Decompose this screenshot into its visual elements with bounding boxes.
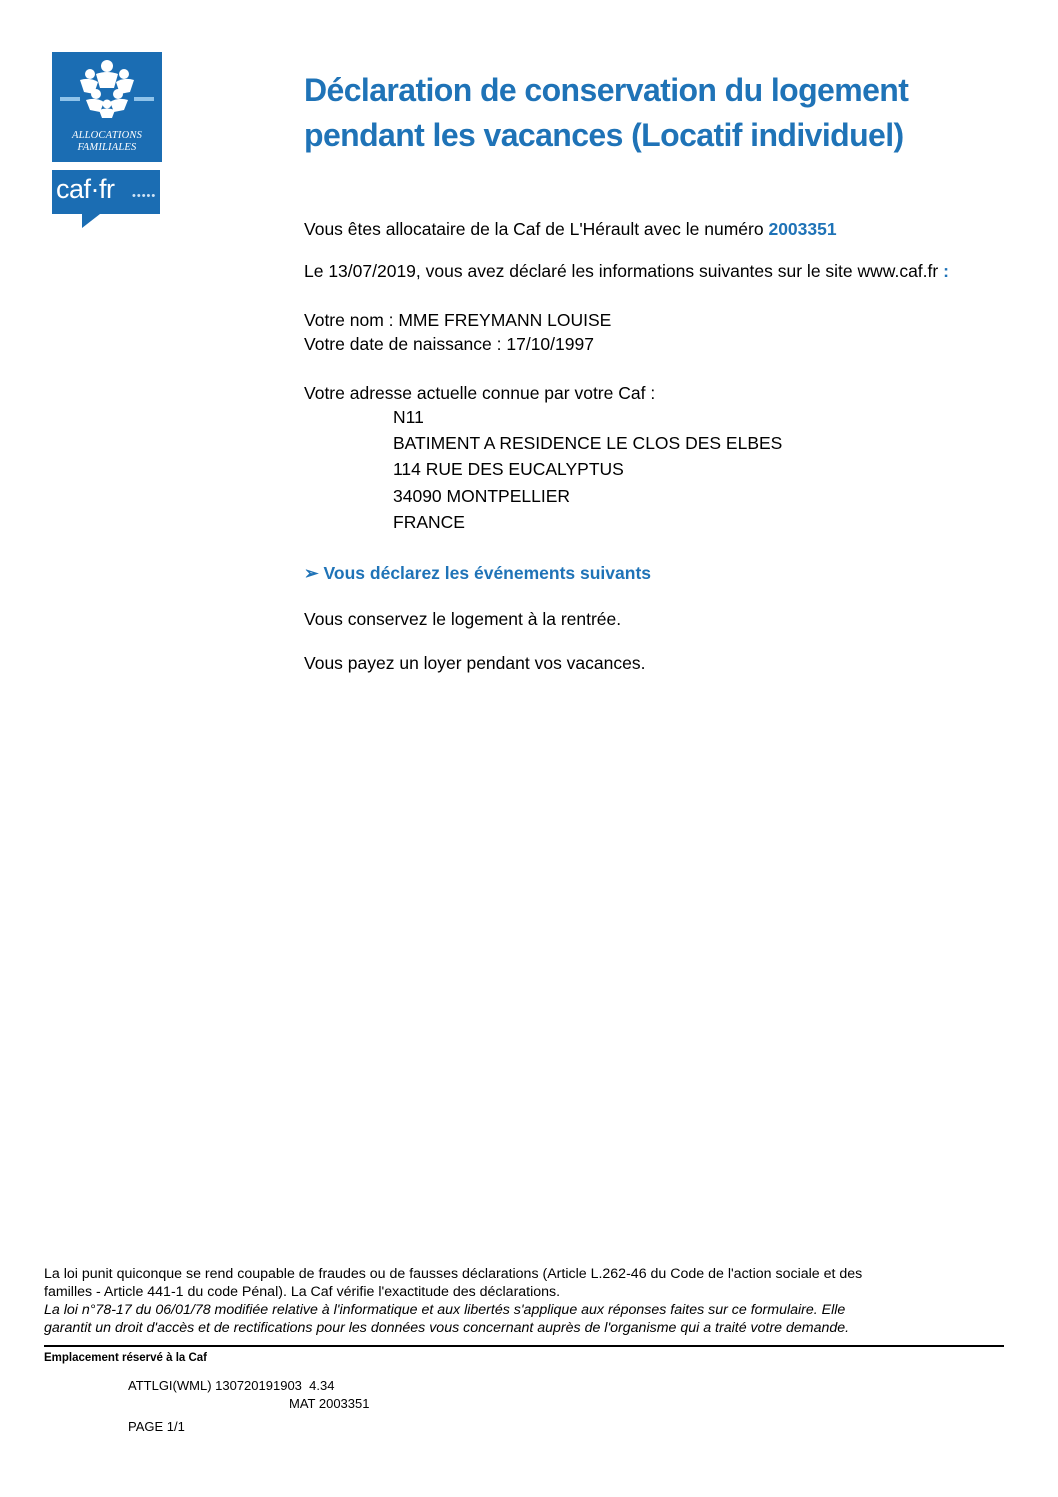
title-line-2: pendant les vacances (Locatif individuel): [304, 117, 904, 153]
reserved-area-label: Emplacement réservé à la Caf: [44, 1352, 208, 1364]
events-heading-text: Vous déclarez les événements suivants: [323, 563, 652, 583]
name-line: Votre nom : MME FREYMANN LOUISE: [304, 310, 612, 330]
document-reference: ATTLGI(WML) 130720191903 4.34: [128, 1378, 335, 1393]
events-heading: [304, 561, 651, 585]
logo-text-line2: FAMILIALES: [77, 142, 137, 153]
caf-fr-brand: [52, 170, 160, 214]
declaration-colon: :: [943, 261, 949, 281]
declaration-text: Le 13/07/2019, vous avez déclaré les informations suivantes sur le site www.caf.fr: [304, 261, 939, 281]
declaration-line: [304, 259, 949, 283]
event-item: Vous payez un loyer pendant vos vacances.: [304, 653, 646, 673]
page-number: PAGE 1/1: [128, 1419, 185, 1434]
matricule-reference: MAT 2003351: [289, 1396, 370, 1411]
address-line: FRANCE: [393, 512, 465, 532]
address-line: BATIMENT A RESIDENCE LE CLOS DES ELBES: [393, 433, 783, 453]
speech-bubble-tail: [82, 214, 100, 228]
arrow-bullet-icon: ➢: [304, 563, 319, 583]
logo-text-line1: ALLOCATIONS: [71, 130, 143, 141]
legal-notice-line1: La loi punit quiconque se rend coupable de fraudes ou de fausses déclarations (Article L.262-46 du Code de l'action sociale et des: [44, 1266, 863, 1282]
event-item: Vous conservez le logement à la rentrée.: [304, 609, 622, 629]
caf-fr-dots: •••••: [132, 190, 157, 202]
caf-fr-label: caf·fr: [56, 174, 115, 204]
address-line: 34090 MONTPELLIER: [393, 486, 571, 506]
page-title: [304, 68, 1034, 158]
legal-notice-line2: familles - Article 441-1 du code Pénal). La Caf vérifie l'exactitude des déclarations.: [44, 1284, 561, 1300]
birthdate-line: Votre date de naissance : 17/10/1997: [304, 334, 594, 354]
privacy-notice-line2: garantit un droit d'accès et de rectifications pour les données vous concernant auprès de l'organisme qui a traité votre demande.: [44, 1320, 850, 1336]
footer-divider: [44, 1345, 1004, 1347]
address-line: N11: [393, 407, 424, 427]
caf-logo: [52, 52, 162, 228]
allocations-familiales-emblem: [52, 52, 162, 162]
allocataire-text: Vous êtes allocataire de la Caf de L'Hérault avec le numéro: [304, 219, 764, 239]
allocataire-line: [304, 217, 837, 241]
allocataire-number: 2003351: [768, 219, 837, 239]
title-line-1: Déclaration de conservation du logement: [304, 72, 909, 108]
privacy-notice-line1: La loi n°78-17 du 06/01/78 modifiée relative à l'informatique et aux libertés s'applique aux réponses faites sur ce formulaire. Elle: [44, 1302, 846, 1318]
address-line: 114 RUE DES EUCALYPTUS: [393, 459, 624, 479]
address-label: Votre adresse actuelle connue par votre Caf :: [304, 383, 656, 403]
